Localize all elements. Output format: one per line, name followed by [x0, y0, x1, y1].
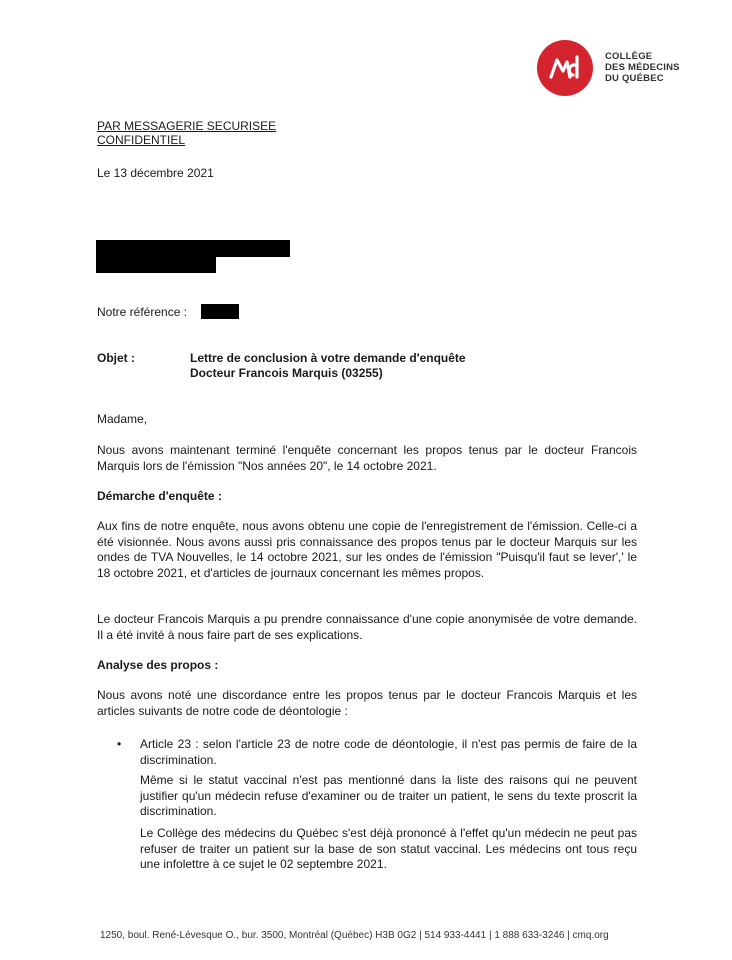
- demarche-paragraph-2: Le docteur Francois Marquis a pu prendre connaissance d'une copie anonymisée de votre demande. Il a été invité à nous faire part de ses explications.: [97, 612, 637, 642]
- analyse-heading: Analyse des propos :: [97, 658, 219, 672]
- logo-line-1: COLLÈGE: [605, 51, 653, 62]
- logo-line-2: DES MÉDECINS: [605, 62, 680, 73]
- subject-line-1: Lettre de conclusion à votre demande d'enquête: [190, 351, 466, 365]
- redacted-recipient-line-2: [96, 256, 216, 273]
- analyse-paragraph-1: Nous avons noté une discordance entre les propos tenus par le docteur Francois Marquis et les articles suivants de notre code de déontologie :: [97, 688, 637, 718]
- subject-label: Objet :: [97, 351, 135, 365]
- college-logo-mark: [537, 40, 593, 96]
- list-bullet: •: [117, 737, 122, 751]
- redacted-recipient-line-1: [96, 240, 290, 257]
- letter-date: Le 13 décembre 2021: [97, 166, 214, 180]
- footer-address: 1250, boul. René-Lévesque O., bur. 3500, Montréal (Québec) H3B 0G2 | 514 933-4441 | 1 888 633-3246 | cmq.org: [100, 930, 609, 941]
- college-logo-text: [605, 51, 680, 84]
- delivery-method: PAR MESSAGERIE SECURISEE: [97, 119, 277, 133]
- redacted-reference-number: [201, 304, 239, 319]
- confidential-label: CONFIDENTIEL: [97, 133, 186, 147]
- demarche-paragraph-1: Aux fins de notre enquête, nous avons obtenu une copie de l'enregistrement de l'émission. Celle-ci a été visionnée. Nous avons aussi pris connaissance des propos tenus par le docteur Marquis sur les ondes de TVA Nouvelles, le 14 octobre 2021, sur les ondes de l'émission "Puisqu'il faut se lever',' le 18 octobre 2021, et d'articles de journaux concernant les mêmes propos.: [97, 519, 637, 580]
- intro-paragraph: Nous avons maintenant terminé l'enquête concernant les propos tenus par le docteur Francois Marquis lors de l'émission "Nos années 20", le 14 octobre 2021.: [97, 443, 637, 473]
- salutation: Madame,: [97, 412, 148, 426]
- subject-line-2: Docteur Francois Marquis (03255): [190, 366, 383, 380]
- logo-line-3: DU QUÉBEC: [605, 73, 664, 84]
- article-23-paragraph-1: Article 23 : selon l'article 23 de notre code de déontologie, il n'est pas permis de faire de la discrimination.: [140, 737, 637, 767]
- cmq-logo-icon: [537, 40, 593, 96]
- article-23-paragraph-3: Le Collège des médecins du Québec s'est déjà prononcé à l'effet qu'un médecin ne peut pas refuser de traiter un patient sur la base de son statut vaccinal. Les médecins ont tous reçu une infolettre à ce sujet le 02 septembre 2021.: [140, 826, 637, 871]
- article-23-paragraph-2: Même si le statut vaccinal n'est pas mentionné dans la liste des raisons qui ne peuvent justifier qu'un médecin refuse d'examiner ou de traiter un patient, le sens du texte proscrit la discrimination.: [140, 773, 637, 818]
- reference-label: Notre référence :: [97, 305, 188, 319]
- demarche-heading: Démarche d'enquête :: [97, 489, 222, 503]
